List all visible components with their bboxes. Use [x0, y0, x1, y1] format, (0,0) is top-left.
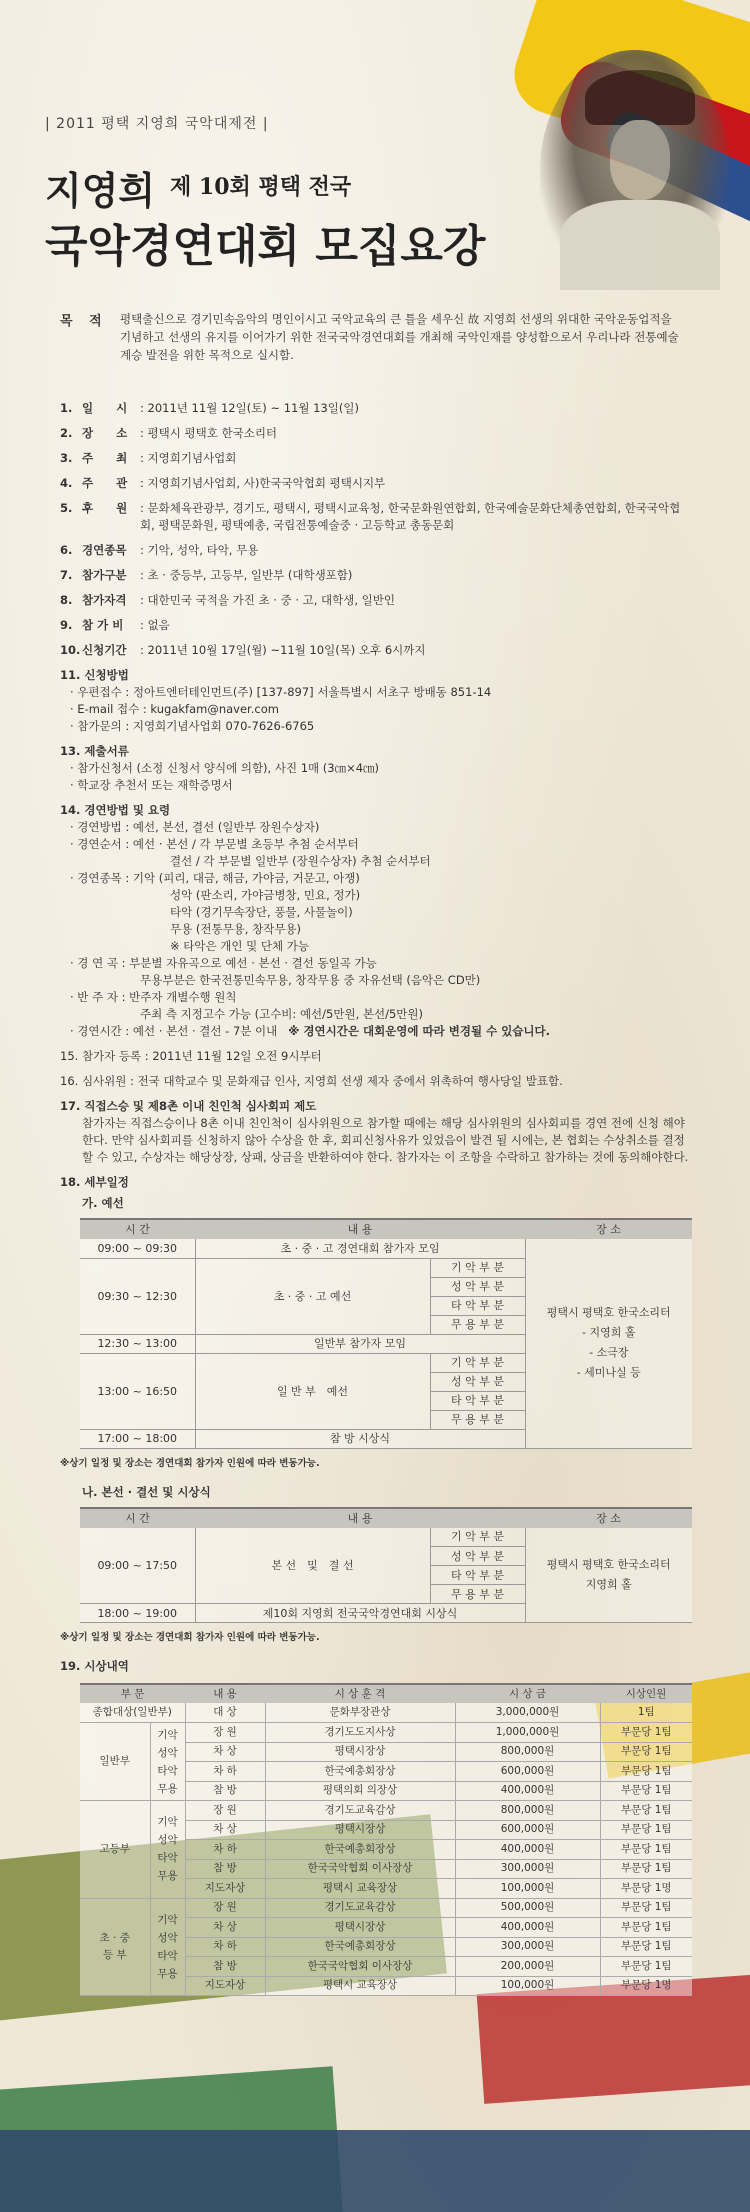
award-prize: 100,000원 — [455, 1879, 600, 1899]
award-title: 평택시장상 — [265, 1820, 455, 1840]
method-accompanist-more: 주최 측 지정고수 가능 (고수비: 예선/5만원, 본선/5만원) — [140, 1007, 423, 1021]
col-time: 시 간 — [80, 1508, 195, 1528]
info-key: 참가구분 — [82, 568, 127, 582]
schedule-time: 18:00 ~ 19:00 — [80, 1604, 195, 1623]
award-count: 부문당 1팀 — [600, 1801, 692, 1821]
info-key: 장 소 — [82, 426, 128, 440]
award-genres — [150, 1723, 185, 1801]
page-title: 국악경연대회 모집요강 — [45, 221, 486, 272]
info-row — [60, 500, 690, 534]
place-line: 평택시 평택호 한국소리터 — [546, 1557, 671, 1571]
method-genre-more: 성악 (판소리, 가야금병창, 민요, 정가) — [170, 888, 361, 902]
award-content: 차 하 — [185, 1762, 265, 1782]
method-time — [60, 1023, 690, 1040]
award-division: 초 · 중 등 부 — [80, 1898, 150, 1996]
info-key: 주 최 — [82, 451, 128, 465]
schedule-part: 성 악 부 분 — [430, 1372, 525, 1391]
prelim-subhead: 가. 예선 — [82, 1196, 124, 1210]
blue-brush-stroke-bottom — [0, 2130, 750, 2212]
schedule-part: 성 악 부 분 — [430, 1547, 525, 1566]
award-title: 평택시장상 — [265, 1742, 455, 1762]
method-genre-more: ※ 타악은 개인 및 단체 가능 — [170, 939, 310, 953]
schedule-part: 기 악 부 분 — [430, 1258, 525, 1277]
col-content: 내 용 — [195, 1508, 525, 1528]
award-title: 평택의회 의장상 — [265, 1781, 455, 1801]
award-content: 차 상 — [185, 1820, 265, 1840]
section-awards-head: 19. 시상내역 — [60, 1659, 129, 1673]
schedule-content: 일반부 참가자 모임 — [195, 1334, 525, 1353]
place-line: - 소극장 — [589, 1346, 629, 1360]
award-title: 경기도교육감상 — [265, 1898, 455, 1918]
method-line: · 경연방법 : 예선, 본선, 결선 (일반부 장원수상자) — [70, 820, 320, 834]
award-content: 차 상 — [185, 1918, 265, 1938]
award-genre: 타악 — [157, 1764, 178, 1777]
final-body — [80, 1528, 692, 1623]
method-time-text: · 경연시간 : 예선 · 본선 · 결선 - 7분 이내 — [70, 1024, 278, 1038]
section-avoid-text: 참가자는 직접스승이나 8촌 이내 친인척이 심사위원으로 참가할 때에는 해당 심사위원의 심사회피를 경연 전에 신청 해야한다. 만약 심사회피를 신청하지 않아 수상을 한 후, 회피신청사유가 있었음이 발견 될 시에는, 본 협회는 수상취소를 결정할 수 있고, 수상자는 해당상장, 상패, 상금을 반환하여야 한다. 참가자는 이 조항을 수락하고 참가하는 것에 동의해야한다. — [82, 1116, 689, 1164]
award-count: 부문당 1팀 — [600, 1937, 692, 1957]
award-title: 한국국악협회 이사장상 — [265, 1957, 455, 1977]
award-prize: 300,000원 — [455, 1859, 600, 1879]
award-genre: 성악 — [157, 1746, 178, 1759]
place-line: - 지영희 홀 — [582, 1326, 636, 1340]
title-name: 지영희 — [45, 168, 156, 213]
award-content: 차 상 — [185, 1742, 265, 1762]
section-apply-head: 11. 신청방법 — [60, 668, 129, 682]
section-awards — [60, 1658, 690, 1996]
award-row — [80, 1723, 692, 1743]
info-value: : 초 · 중등부, 고등부, 일반부 (대학생포함) — [140, 568, 353, 582]
award-content: 참 방 — [185, 1781, 265, 1801]
info-num: 5. — [60, 501, 73, 515]
apply-line: · 우편접수 : 정아트엔터테인먼트(주) [137-897] 서울특별시 서초구 방배동 851-14 — [70, 685, 492, 699]
award-table — [80, 1683, 692, 1996]
schedule-part: 기 악 부 분 — [430, 1353, 525, 1372]
schedule-part: 타 악 부 분 — [430, 1391, 525, 1410]
section-apply — [60, 667, 690, 735]
award-title: 한국예총회장상 — [265, 1937, 455, 1957]
award-count: 부문당 1팀 — [600, 1957, 692, 1977]
section-method-head: 14. 경연방법 및 요령 — [60, 803, 171, 817]
award-content: 참 방 — [185, 1859, 265, 1879]
info-value: : 대한민국 국적을 가진 초 · 중 · 고, 대학생, 일반인 — [140, 593, 396, 607]
method-time-note: ※ 경연시간은 대회운영에 따라 변경될 수 있습니다. — [288, 1024, 550, 1038]
col-content: 내 용 — [195, 1219, 525, 1239]
award-count: 부문당 1명 — [600, 1976, 692, 1996]
section-schedule — [60, 1174, 690, 1646]
info-row — [60, 400, 690, 417]
schedule-content: 초 · 중 · 고 예선 — [195, 1258, 430, 1334]
award-count: 부문당 1팀 — [600, 1781, 692, 1801]
docs-line: · 학교장 추천서 또는 재학증명서 — [70, 778, 233, 792]
prelim-table — [80, 1218, 692, 1449]
schedule-content: 참 방 시상식 — [195, 1429, 525, 1448]
info-value: : 2011년 10월 17일(월) ~11월 10일(목) 오후 6시까지 — [140, 643, 426, 657]
award-genre: 성악 — [157, 1834, 178, 1847]
award-title: 경기도교육감상 — [265, 1801, 455, 1821]
method-line: 결선 / 각 부문별 일반부 (장원수상자) 추첨 순서부터 — [170, 854, 431, 868]
section-method — [60, 802, 690, 1040]
method-accompanist: · 반 주 자 : 반주자 개별수행 원칙 — [70, 990, 237, 1004]
robe-shape — [560, 200, 720, 290]
award-title: 평택시 교육장상 — [265, 1976, 455, 1996]
schedule-part: 타 악 부 분 — [430, 1566, 525, 1585]
award-title: 평택시 교육장상 — [265, 1879, 455, 1899]
info-num: 10. — [60, 643, 81, 657]
final-subhead: 나. 본선 · 결선 및 시상식 — [82, 1484, 211, 1499]
award-count: 부문당 1팀 — [600, 1742, 692, 1762]
award-genre: 기악 — [157, 1816, 178, 1829]
info-row — [60, 475, 690, 492]
award-genre: 타악 — [157, 1949, 178, 1962]
schedule-part: 타 악 부 분 — [430, 1296, 525, 1315]
award-count: 부문당 1팀 — [600, 1918, 692, 1938]
col-place: 장 소 — [525, 1508, 692, 1528]
info-key: 신청기간 — [82, 643, 127, 657]
info-num: 2. — [60, 426, 73, 440]
info-row — [60, 425, 690, 442]
award-content: 대 상 — [185, 1703, 265, 1723]
award-content: 장 원 — [185, 1723, 265, 1743]
award-genre: 타악 — [157, 1852, 178, 1865]
award-body — [80, 1703, 692, 1996]
award-prize: 800,000원 — [455, 1801, 600, 1821]
docs-line: · 참가신청서 (소정 신청서 양식에 의함), 사진 1매 (3㎝×4㎝) — [70, 761, 380, 775]
purpose-text: 평택출신으로 경기민속음악의 명인이시고 국악교육의 큰 틀을 세우신 故 지영희 선생의 위대한 국악운동업적을 기념하고 선생의 유지를 이어가기 위한 전국국악경연대회를 개최해 국악인재를 양성함으로서 우리나라 전통예술 계승 발전을 위한 목적으로 실시함. — [120, 312, 679, 362]
info-num: 1. — [60, 401, 73, 415]
info-value: : 평택시 평택호 한국소리터 — [140, 426, 278, 440]
award-count: 부문당 1팀 — [600, 1840, 692, 1860]
info-row — [60, 592, 690, 609]
info-key: 일 시 — [82, 401, 128, 415]
festival-subtitle: | 2011 평택 지영희 국악대제전 | — [45, 116, 269, 132]
award-genre: 성악 — [157, 1931, 178, 1944]
section-register: 15. 참가자 등록 : 2011년 11월 12일 오전 9시부터 — [60, 1049, 322, 1063]
schedule-content: 초 · 중 · 고 경연대회 참가자 모임 — [195, 1239, 525, 1258]
award-title: 한국국악협회 이사장상 — [265, 1859, 455, 1879]
award-prize: 3,000,000원 — [455, 1703, 600, 1723]
award-genre: 무용 — [157, 1782, 178, 1795]
award-prize: 600,000원 — [455, 1762, 600, 1782]
info-section — [60, 400, 690, 2004]
schedule-part: 무 용 부 분 — [430, 1315, 525, 1334]
award-title: 한국예총회장상 — [265, 1840, 455, 1860]
award-row — [80, 1703, 692, 1723]
award-row — [80, 1801, 692, 1821]
master-portrait — [540, 50, 730, 290]
award-content: 지도자상 — [185, 1879, 265, 1899]
award-col-award: 시 상 훈 격 — [265, 1684, 455, 1703]
award-count: 부문당 1명 — [600, 1879, 692, 1899]
info-items — [60, 400, 690, 659]
schedule-part: 무 용 부 분 — [430, 1585, 525, 1604]
award-content: 차 하 — [185, 1840, 265, 1860]
info-num: 3. — [60, 451, 73, 465]
prelim-body — [80, 1239, 692, 1448]
method-genre: · 경연종목 : 기악 (피리, 대금, 해금, 가야금, 거문고, 아쟁) — [70, 871, 360, 885]
award-genre: 기악 — [157, 1728, 178, 1741]
award-content: 지도자상 — [185, 1976, 265, 1996]
award-title: 문화부장관상 — [265, 1703, 455, 1723]
place-line: 지영희 홀 — [585, 1577, 632, 1591]
place-line: 평택시 평택호 한국소리터 — [546, 1306, 671, 1320]
schedule-time: 17:00 ~ 18:00 — [80, 1429, 195, 1448]
award-prize: 400,000원 — [455, 1918, 600, 1938]
purpose-label: 목 적 — [60, 314, 108, 329]
award-content: 참 방 — [185, 1957, 265, 1977]
info-value: : 지영희기념사업회 — [140, 451, 237, 465]
info-row — [60, 642, 690, 659]
award-genre: 기악 — [157, 1913, 178, 1926]
title-line1: 제 10회 평택 전국 — [170, 174, 352, 200]
award-prize: 600,000원 — [455, 1820, 600, 1840]
info-row — [60, 542, 690, 559]
schedule-time: 09:30 ~ 12:30 — [80, 1258, 195, 1334]
schedule-time: 09:00 ~ 17:50 — [80, 1528, 195, 1604]
method-song-more: 무용부분은 한국전통민속무용, 창작무용 중 자유선택 (음악은 CD만) — [140, 973, 481, 987]
award-division: 일반부 — [80, 1723, 150, 1801]
info-value: : 없음 — [140, 618, 170, 632]
award-genres — [150, 1801, 185, 1899]
method-genre-more: 타악 (경기무속장단, 풍물, 사물놀이) — [170, 905, 353, 919]
info-row — [60, 450, 690, 467]
schedule-place — [525, 1239, 692, 1448]
award-prize: 300,000원 — [455, 1937, 600, 1957]
apply-line: · E-mail 접수 : kugakfam@naver.com — [70, 702, 279, 716]
award-title: 한국예총회장상 — [265, 1762, 455, 1782]
info-row — [60, 617, 690, 634]
info-num: 6. — [60, 543, 73, 557]
schedule-content: 일 반 부 예선 — [195, 1353, 430, 1429]
award-prize: 400,000원 — [455, 1840, 600, 1860]
award-col-div: 부 문 — [80, 1684, 185, 1703]
info-num: 8. — [60, 593, 73, 607]
schedule-time: 12:30 ~ 13:00 — [80, 1334, 195, 1353]
info-value: : 2011년 11월 12일(토) ~ 11월 13일(일) — [140, 401, 359, 415]
award-genre: 무용 — [157, 1967, 178, 1980]
schedule-row — [80, 1239, 692, 1258]
method-line: · 경연순서 : 예선 · 본선 / 각 부문별 초등부 추첨 순서부터 — [70, 837, 359, 851]
award-count: 부문당 1팀 — [600, 1859, 692, 1879]
award-col-prize: 시 상 금 — [455, 1684, 600, 1703]
section-avoid-head: 17. 직접스승 및 제8촌 이내 친인척 심사회피 제도 — [60, 1099, 317, 1113]
award-count: 부문당 1팀 — [600, 1762, 692, 1782]
award-prize: 500,000원 — [455, 1898, 600, 1918]
apply-line: · 참가문의 : 지영희기념사업회 070-7626-6765 — [70, 719, 315, 733]
gat-hat-shape — [585, 70, 695, 125]
purpose-section — [60, 310, 680, 364]
award-prize: 100,000원 — [455, 1976, 600, 1996]
award-content: 장 원 — [185, 1898, 265, 1918]
award-prize: 400,000원 — [455, 1781, 600, 1801]
schedule-content: 본 선 및 결 선 — [195, 1528, 430, 1604]
info-num: 9. — [60, 618, 73, 632]
schedule-time: 13:00 ~ 16:50 — [80, 1353, 195, 1429]
info-num: 7. — [60, 568, 73, 582]
award-title: 평택시장상 — [265, 1918, 455, 1938]
col-time: 시 간 — [80, 1219, 195, 1239]
award-content: 차 하 — [185, 1937, 265, 1957]
award-count: 부문당 1팀 — [600, 1723, 692, 1743]
info-key: 참가자격 — [82, 593, 127, 607]
award-row — [80, 1898, 692, 1918]
schedule-content: 제10회 지영희 전국국악경연대회 시상식 — [195, 1604, 525, 1623]
schedule-place — [525, 1528, 692, 1623]
section-docs — [60, 743, 690, 794]
section-docs-head: 13. 제출서류 — [60, 744, 129, 758]
award-title: 경기도도지사상 — [265, 1723, 455, 1743]
award-prize: 200,000원 — [455, 1957, 600, 1977]
section-schedule-head: 18. 세부일정 — [60, 1175, 129, 1189]
schedule-row — [80, 1528, 692, 1547]
award-col-count: 시상인원 — [600, 1684, 692, 1703]
award-division: 종합대상(일반부) — [80, 1703, 185, 1723]
method-song: · 경 연 곡 : 부분별 자유곡으로 예선 · 본선 · 결선 동일곡 가능 — [70, 956, 377, 970]
schedule-note: ※상기 일정 및 장소는 경연대회 참가자 인원에 따라 변동가능. — [60, 1457, 320, 1469]
award-division: 고등부 — [80, 1801, 150, 1899]
info-num: 4. — [60, 476, 73, 490]
schedule-part: 무 용 부 분 — [430, 1410, 525, 1429]
info-row — [60, 567, 690, 584]
info-key: 참 가 비 — [82, 618, 124, 632]
section-judges: 16. 심사위원 : 전국 대학교수 및 문화재급 인사, 지영희 선생 제자 중에서 위촉하여 행사당일 발표함. — [60, 1074, 563, 1088]
schedule-note-2: ※상기 일정 및 장소는 경연대회 참가자 인원에 따라 변동가능. — [60, 1632, 320, 1643]
award-prize: 800,000원 — [455, 1742, 600, 1762]
award-genres — [150, 1898, 185, 1996]
info-key: 경연종목 — [82, 543, 127, 557]
info-key: 주 관 — [82, 476, 128, 490]
award-count: 부문당 1팀 — [600, 1898, 692, 1918]
award-prize: 1,000,000원 — [455, 1723, 600, 1743]
place-line: - 세미나실 등 — [576, 1366, 641, 1380]
info-key: 후 원 — [82, 501, 128, 515]
schedule-part: 성 악 부 분 — [430, 1277, 525, 1296]
schedule-part: 기 악 부 분 — [430, 1528, 525, 1547]
award-genre: 무용 — [157, 1870, 178, 1883]
award-col-content: 내 용 — [185, 1684, 265, 1703]
info-value: : 기악, 성악, 타악, 무용 — [140, 543, 259, 557]
schedule-time: 09:00 ~ 09:30 — [80, 1239, 195, 1258]
section-avoid — [60, 1098, 690, 1166]
method-genre-more: 무용 (전통무용, 창작무용) — [170, 922, 302, 936]
face-shape — [610, 120, 670, 200]
info-value: : 문화체육관광부, 경기도, 평택시, 평택시교육청, 한국문화원연합회, 한국예술문화단체총연합회, 한국국악협회, 평택문화원, 평택예총, 국립전통예술중 · 고등학교 총동문회 — [140, 501, 681, 532]
info-value: : 지영희기념사업회, 사)한국국악협회 평택시지부 — [140, 476, 386, 490]
award-count: 1팀 — [600, 1703, 692, 1723]
award-content: 장 원 — [185, 1801, 265, 1821]
award-count: 부문당 1팀 — [600, 1820, 692, 1840]
col-place: 장 소 — [525, 1219, 692, 1239]
final-table — [80, 1507, 692, 1624]
